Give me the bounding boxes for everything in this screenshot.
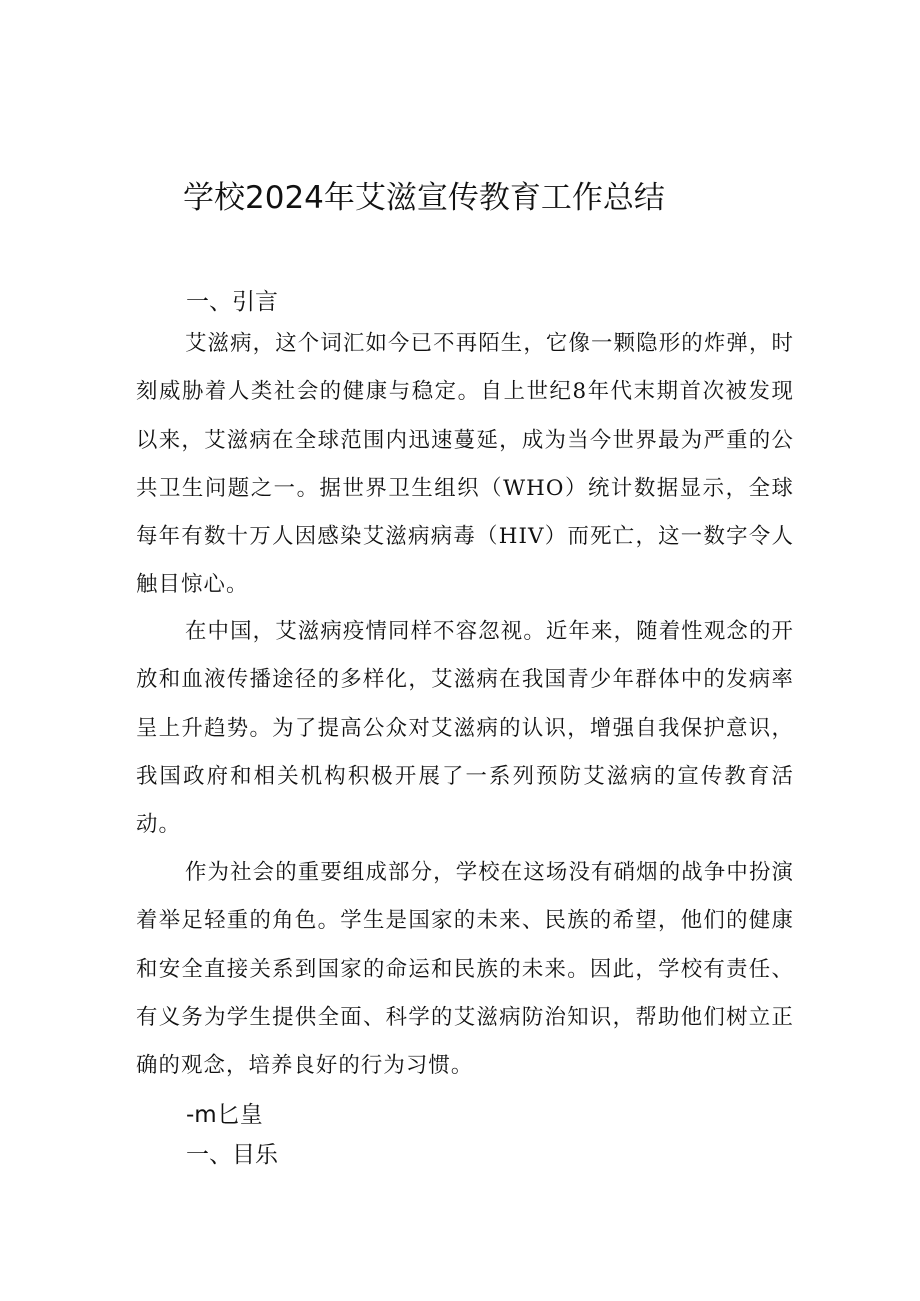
paragraph-1: 艾滋病，这个词汇如今已不再陌生，它像一颗隐形的炸弹，时刻威胁着人类社会的健康与稳定。自上世纪8年代末期首次被发现以来，艾滋病在全球范围内迅速蔓延，成为当今世界最为严重的公共卫生问题之一。据世界卫生组织（WHO）统计数据显示，全球每年有数十万人因感染艾滋病病毒（HIV）而死亡，这一数字令人触目惊心。 bbox=[136, 331, 794, 598]
section-heading-garbled: -m匕皇 bbox=[186, 1102, 263, 1128]
document-title: 学校2024年艾滋宣传教育工作总结 bbox=[183, 180, 665, 216]
section-heading-goal: 一、目乐 bbox=[186, 1142, 278, 1168]
paragraph-2: 在中国，艾滋病疫情同样不容忽视。近年来，随着性观念的开放和血液传播途径的多样化，艾滋病在我国青少年群体中的发病率呈上升趋势。为了提高公众对艾滋病的认识，增强自我保护意识，我国政府和相关机构积极开展了一系列预防艾滋病的宣传教育活动。 bbox=[136, 619, 794, 838]
paragraph-3: 作为社会的重要组成部分，学校在这场没有硝烟的战争中扮演着举足轻重的角色。学生是国家的未来、民族的希望，他们的健康和安全直接关系到国家的命运和民族的未来。因此，学校有责任、有义务为学生提供全面、科学的艾滋病防治知识，帮助他们树立正确的观念，培养良好的行为习惯。 bbox=[136, 860, 794, 1079]
section-heading-intro: 一、引言 bbox=[186, 289, 278, 315]
